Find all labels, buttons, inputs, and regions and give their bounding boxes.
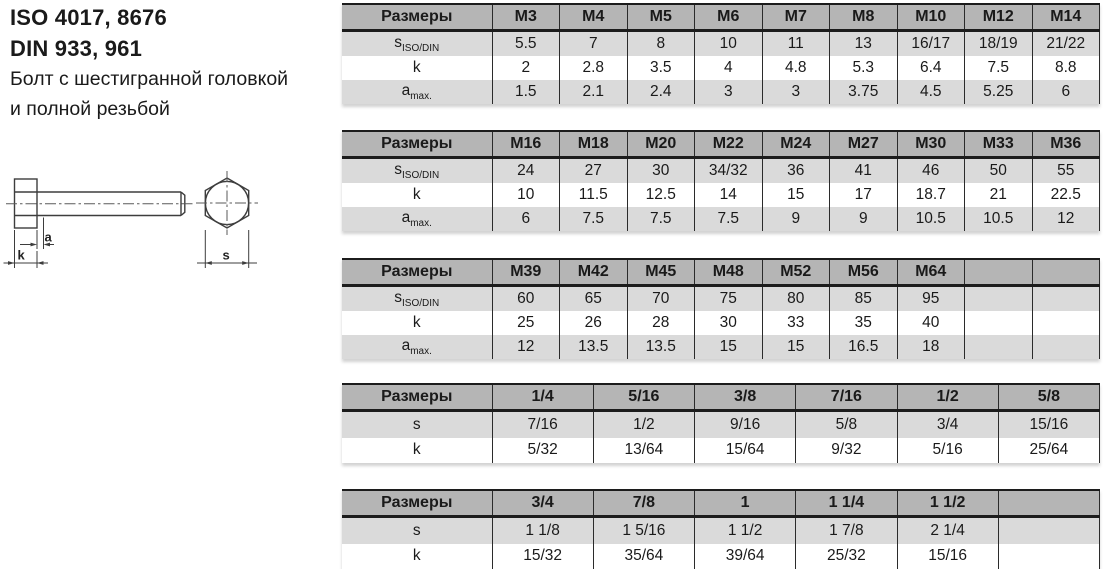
- value-cell: 10.5: [965, 207, 1033, 231]
- value-cell: 1 7/8: [796, 517, 897, 544]
- size-column-header: M45: [627, 259, 695, 286]
- size-column-header: M6: [695, 4, 763, 31]
- table-row: [342, 544, 1100, 569]
- size-column-header: 5/16: [593, 384, 694, 411]
- value-cell: [1032, 286, 1100, 312]
- value-cell: 1 1/2: [695, 517, 796, 544]
- row-label-s: s: [342, 517, 492, 544]
- value-cell: 95: [897, 286, 965, 312]
- dimension-lines: [4, 218, 258, 269]
- value-cell: 85: [830, 286, 898, 312]
- table-row: [342, 158, 1100, 184]
- row-label-s: $s_{ISO/DIN}$: [342, 31, 492, 57]
- value-cell: 12: [1032, 207, 1100, 231]
- dim-k-label: k: [18, 248, 26, 263]
- value-cell: 60: [492, 286, 560, 312]
- table-row: [342, 517, 1100, 544]
- value-cell: 1/2: [593, 411, 694, 438]
- value-cell: 16/17: [897, 31, 965, 57]
- size-column-header: M24: [762, 131, 830, 158]
- value-cell: [1032, 335, 1100, 359]
- value-cell: 6: [492, 207, 560, 231]
- value-cell: 26: [560, 311, 628, 335]
- value-cell: 34/32: [695, 158, 763, 184]
- value-cell: 6: [1032, 80, 1100, 104]
- size-column-header: M39: [492, 259, 560, 286]
- value-cell: 15/16: [998, 411, 1099, 438]
- value-cell: 9/16: [695, 411, 796, 438]
- title-block: [10, 2, 340, 124]
- value-cell: 25: [492, 311, 560, 335]
- value-cell: 5/16: [897, 438, 998, 464]
- table-row: [342, 207, 1100, 231]
- bolt-description-line1: Болт с шестигранной головкой: [10, 64, 340, 94]
- dimension-tables: [342, 3, 1100, 569]
- value-cell: 25/64: [998, 438, 1099, 464]
- size-label-header: Размеры: [342, 490, 492, 517]
- imperial-sizes-1-4-to-5-8: [342, 383, 1100, 463]
- row-label-s: s: [342, 411, 492, 438]
- value-cell: 2.8: [560, 56, 628, 80]
- value-cell: 1 5/16: [593, 517, 694, 544]
- value-cell: 15/16: [897, 544, 998, 569]
- size-column-header: M10: [897, 4, 965, 31]
- value-cell: 18.7: [897, 183, 965, 207]
- size-column-header: 3/8: [695, 384, 796, 411]
- table-row: [342, 411, 1100, 438]
- size-label-header: Размеры: [342, 384, 492, 411]
- row-label-a: $a_{max.}$: [342, 80, 492, 104]
- value-cell: 65: [560, 286, 628, 312]
- value-cell: 7.5: [965, 56, 1033, 80]
- value-cell: 21: [965, 183, 1033, 207]
- size-column-header: M27: [830, 131, 898, 158]
- value-cell: [1032, 311, 1100, 335]
- size-column-header: M14: [1032, 4, 1100, 31]
- size-column-header: M7: [762, 4, 830, 31]
- value-cell: 41: [830, 158, 898, 184]
- size-column-header: M16: [492, 131, 560, 158]
- size-column-header: M52: [762, 259, 830, 286]
- value-cell: 12: [492, 335, 560, 359]
- value-cell: 8: [627, 31, 695, 57]
- value-cell: 4: [695, 56, 763, 80]
- value-cell: 13: [830, 31, 898, 57]
- value-cell: 17: [830, 183, 898, 207]
- size-column-header: M3: [492, 4, 560, 31]
- value-cell: 70: [627, 286, 695, 312]
- size-column-header: M22: [695, 131, 763, 158]
- value-cell: [998, 544, 1099, 569]
- value-cell: [965, 286, 1033, 312]
- size-label-header: Размеры: [342, 131, 492, 158]
- table-row: [342, 80, 1100, 104]
- value-cell: 15: [695, 335, 763, 359]
- value-cell: 3.75: [830, 80, 898, 104]
- value-cell: [965, 335, 1033, 359]
- size-label-header: Размеры: [342, 4, 492, 31]
- table-row: [342, 56, 1100, 80]
- value-cell: 18: [897, 335, 965, 359]
- value-cell: 35/64: [593, 544, 694, 569]
- dim-a-label: a: [45, 230, 53, 245]
- value-cell: 13.5: [560, 335, 628, 359]
- standard-iso-title: ISO 4017, 8676: [10, 2, 340, 33]
- value-cell: 15/32: [492, 544, 593, 569]
- table-row: [342, 183, 1100, 207]
- value-cell: 1.5: [492, 80, 560, 104]
- dimension-arrows: [8, 243, 249, 265]
- size-column-header: M20: [627, 131, 695, 158]
- size-column-header: 1/2: [897, 384, 998, 411]
- value-cell: 7.5: [627, 207, 695, 231]
- size-column-header: M30: [897, 131, 965, 158]
- value-cell: 15: [762, 335, 830, 359]
- value-cell: 15/64: [695, 438, 796, 464]
- value-cell: 10: [492, 183, 560, 207]
- value-cell: 22.5: [1032, 183, 1100, 207]
- value-cell: 4.5: [897, 80, 965, 104]
- row-label-k: k: [342, 311, 492, 335]
- value-cell: 46: [897, 158, 965, 184]
- value-cell: 33: [762, 311, 830, 335]
- value-cell: 35: [830, 311, 898, 335]
- value-cell: 3.5: [627, 56, 695, 80]
- value-cell: 11: [762, 31, 830, 57]
- table-row: [342, 335, 1100, 359]
- value-cell: 10.5: [897, 207, 965, 231]
- table-header-row: [342, 4, 1100, 31]
- value-cell: 7.5: [560, 207, 628, 231]
- value-cell: 7/16: [492, 411, 593, 438]
- value-cell: 3/4: [897, 411, 998, 438]
- row-label-k: k: [342, 438, 492, 464]
- value-cell: 7: [560, 31, 628, 57]
- table-row: [342, 31, 1100, 57]
- value-cell: [998, 517, 1099, 544]
- value-cell: [965, 311, 1033, 335]
- size-column-header: M4: [560, 4, 628, 31]
- metric-sizes-m3-m14: [342, 3, 1100, 104]
- standard-din-title: DIN 933, 961: [10, 33, 340, 64]
- value-cell: 36: [762, 158, 830, 184]
- table-header-row: [342, 490, 1100, 517]
- value-cell: 15: [762, 183, 830, 207]
- value-cell: 30: [627, 158, 695, 184]
- metric-sizes-m39-m64: [342, 258, 1100, 359]
- value-cell: 50: [965, 158, 1033, 184]
- bolt-description-line2: и полной резьбой: [10, 94, 340, 124]
- dim-s-label: s: [223, 248, 230, 263]
- value-cell: 8.8: [1032, 56, 1100, 80]
- size-column-header: M12: [965, 4, 1033, 31]
- value-cell: 2 1/4: [897, 517, 998, 544]
- value-cell: 9/32: [796, 438, 897, 464]
- size-column-header: M8: [830, 4, 898, 31]
- value-cell: 39/64: [695, 544, 796, 569]
- value-cell: 25/32: [796, 544, 897, 569]
- size-column-header: M48: [695, 259, 763, 286]
- value-cell: 7.5: [695, 207, 763, 231]
- value-cell: 24: [492, 158, 560, 184]
- value-cell: 30: [695, 311, 763, 335]
- value-cell: 21/22: [1032, 31, 1100, 57]
- value-cell: 27: [560, 158, 628, 184]
- size-column-header: 1/4: [492, 384, 593, 411]
- size-label-header: Размеры: [342, 259, 492, 286]
- bolt-shaft: [15, 192, 182, 216]
- size-column-header: 1 1/4: [796, 490, 897, 517]
- size-column-header: 1 1/2: [897, 490, 998, 517]
- row-label-s: $s_{ISO/DIN}$: [342, 158, 492, 184]
- bolt-technical-drawing: [0, 166, 280, 280]
- size-column-header: M5: [627, 4, 695, 31]
- table-row: [342, 438, 1100, 464]
- size-column-header: M18: [560, 131, 628, 158]
- table-row: [342, 311, 1100, 335]
- size-column-header: 7/8: [593, 490, 694, 517]
- value-cell: 16.5: [830, 335, 898, 359]
- value-cell: 4.8: [762, 56, 830, 80]
- value-cell: 3: [762, 80, 830, 104]
- size-column-header: [965, 259, 1033, 286]
- value-cell: 40: [897, 311, 965, 335]
- value-cell: 12.5: [627, 183, 695, 207]
- value-cell: 5.3: [830, 56, 898, 80]
- value-cell: 1 1/8: [492, 517, 593, 544]
- value-cell: 5.5: [492, 31, 560, 57]
- size-column-header: M36: [1032, 131, 1100, 158]
- value-cell: 28: [627, 311, 695, 335]
- imperial-sizes-3-4-to-1-1-2: [342, 489, 1100, 569]
- row-label-k: k: [342, 56, 492, 80]
- row-label-s: $s_{ISO/DIN}$: [342, 286, 492, 312]
- value-cell: 2.1: [560, 80, 628, 104]
- size-column-header: M64: [897, 259, 965, 286]
- value-cell: 5/8: [796, 411, 897, 438]
- value-cell: 14: [695, 183, 763, 207]
- size-column-header: M56: [830, 259, 898, 286]
- value-cell: 2.4: [627, 80, 695, 104]
- value-cell: 5.25: [965, 80, 1033, 104]
- table-header-row: [342, 131, 1100, 158]
- value-cell: 80: [762, 286, 830, 312]
- size-column-header: 7/16: [796, 384, 897, 411]
- size-column-header: 5/8: [998, 384, 1099, 411]
- row-label-a: $a_{max.}$: [342, 335, 492, 359]
- value-cell: 18/19: [965, 31, 1033, 57]
- table-header-row: [342, 384, 1100, 411]
- size-column-header: 1: [695, 490, 796, 517]
- table-header-row: [342, 259, 1100, 286]
- value-cell: 6.4: [897, 56, 965, 80]
- value-cell: 13/64: [593, 438, 694, 464]
- table-row: [342, 286, 1100, 312]
- value-cell: 2: [492, 56, 560, 80]
- value-cell: 5/32: [492, 438, 593, 464]
- value-cell: 75: [695, 286, 763, 312]
- size-column-header: M33: [965, 131, 1033, 158]
- value-cell: 9: [762, 207, 830, 231]
- size-column-header: 3/4: [492, 490, 593, 517]
- row-label-k: k: [342, 183, 492, 207]
- row-label-k: k: [342, 544, 492, 569]
- value-cell: 13.5: [627, 335, 695, 359]
- value-cell: 55: [1032, 158, 1100, 184]
- row-label-a: $a_{max.}$: [342, 207, 492, 231]
- value-cell: 11.5: [560, 183, 628, 207]
- size-column-header: M42: [560, 259, 628, 286]
- value-cell: 9: [830, 207, 898, 231]
- size-column-header: [1032, 259, 1100, 286]
- value-cell: 3: [695, 80, 763, 104]
- size-column-header: [998, 490, 1099, 517]
- value-cell: 10: [695, 31, 763, 57]
- metric-sizes-m16-m36: [342, 130, 1100, 231]
